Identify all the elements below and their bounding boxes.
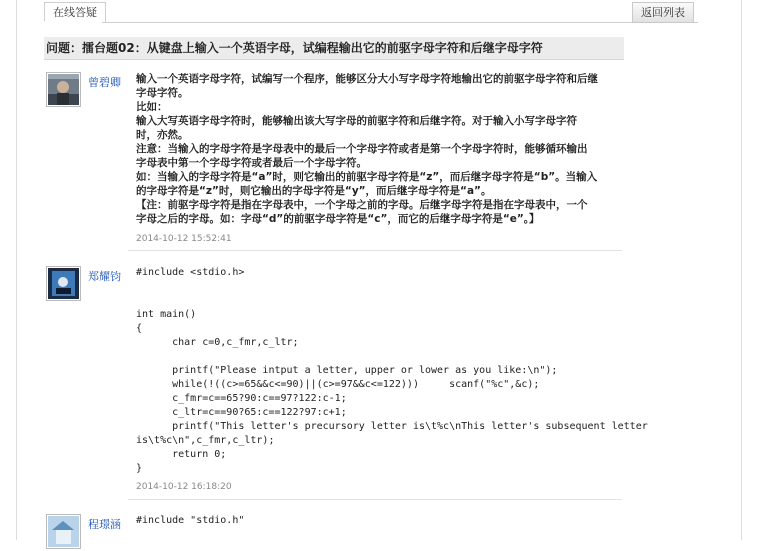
post-body: [136, 514, 608, 528]
code-line: }: [136, 463, 143, 474]
code-line: [136, 294, 608, 308]
avatar[interactable]: [46, 72, 81, 107]
tab-underline-gap: [44, 21, 102, 23]
code-line: printf("This letter's precursory letter is\t%c\nThis letter's subsequent letter: [136, 421, 648, 432]
post-body: [136, 266, 648, 476]
code-line: while(!((c>=65&&c<=90)||(c>=97&&c<=122))) scanf("%c",&c);: [136, 379, 540, 390]
code-line: char c=0,c_fmr,c_ltr;: [136, 337, 299, 348]
user-photo-icon: [48, 74, 79, 105]
code-line: return 0;: [136, 449, 227, 460]
post-line: 注意：当输入的字母字符是字母表中的最后一个字母字符或者是第一个字母字符时，能够循环输出: [136, 143, 588, 155]
code-line: [136, 280, 608, 294]
code-line: printf("Please intput a letter, upper or lower as you like:\n");: [136, 365, 558, 376]
user-photo-icon: [48, 516, 79, 547]
post-line: 如：当输入的字母字符是“a”时，则它输出的前驱字母字符是“z”，而后继字母字符是“b”。当输入: [136, 171, 598, 183]
avatar[interactable]: [46, 514, 81, 549]
reply-post: [44, 72, 622, 252]
code-line: c_fmr=c==65?90:c==97?122:c-1;: [136, 393, 347, 404]
post-line: 比如：: [136, 101, 168, 113]
code-line: int main(): [136, 309, 197, 320]
user-photo-icon: [48, 268, 79, 299]
code-line: [136, 350, 608, 364]
post-divider: [128, 250, 622, 251]
author-link[interactable]: 郑耀钧: [88, 270, 121, 283]
post-line: 字母字符。: [136, 87, 189, 99]
author-link[interactable]: 曾碧卿: [88, 76, 121, 89]
code-line: c_ltr=c==90?65:c==122?97:c+1;: [136, 407, 347, 418]
post-line: 的字母字符是“z”时，则它输出的字母字符是“y”，而后继字母字符是“a”。: [136, 185, 492, 197]
post-line: 字母之后的字母。如：字母“d”的前驱字母字符是“c”，而它的后继字母字符是“e”。】: [136, 213, 540, 225]
post-timestamp: 2014-10-12 15:52:41: [136, 234, 232, 244]
code-line: {: [136, 323, 143, 334]
post-line: 字母表中第一个字母字符或者最后一个字母字符。: [136, 157, 367, 169]
post-line: 输入一个英语字母字符，试编写一个程序，能够区分大小写字母字符地输出它的前驱字母字符和后继: [136, 73, 598, 85]
post-line: 时，亦然。: [136, 129, 189, 141]
back-to-list-button[interactable]: 返回列表: [632, 2, 694, 23]
post-body: [136, 72, 608, 226]
reply-post: [44, 266, 648, 496]
post-line: 输入大写英语字母字符时，能够输出该大写字母的前驱字符和后继字符。对于输入小写字母字符: [136, 115, 577, 127]
code-line: #include "stdio.h": [136, 515, 245, 526]
post-line: 【注：前驱字母字符是指在字母表中，一个字母之前的字母。后继字母字符是指在字母表中，一个: [136, 199, 588, 211]
question-title: 问题：擂台题02：从键盘上输入一个英语字母，试编程输出它的前驱字母字符和后继字母字符: [44, 37, 624, 60]
reply-post: [44, 514, 622, 544]
tab-bar: [44, 0, 698, 23]
avatar[interactable]: [46, 266, 81, 301]
post-divider: [128, 499, 622, 500]
author-link[interactable]: 程璟涵: [88, 518, 121, 531]
code-line: is\t%c\n",c_fmr,c_ltr);: [136, 435, 275, 446]
tab-online-qa[interactable]: 在线答疑: [44, 2, 106, 22]
code-line: #include <stdio.h>: [136, 267, 245, 278]
post-timestamp: 2014-10-12 16:18:20: [136, 482, 232, 492]
